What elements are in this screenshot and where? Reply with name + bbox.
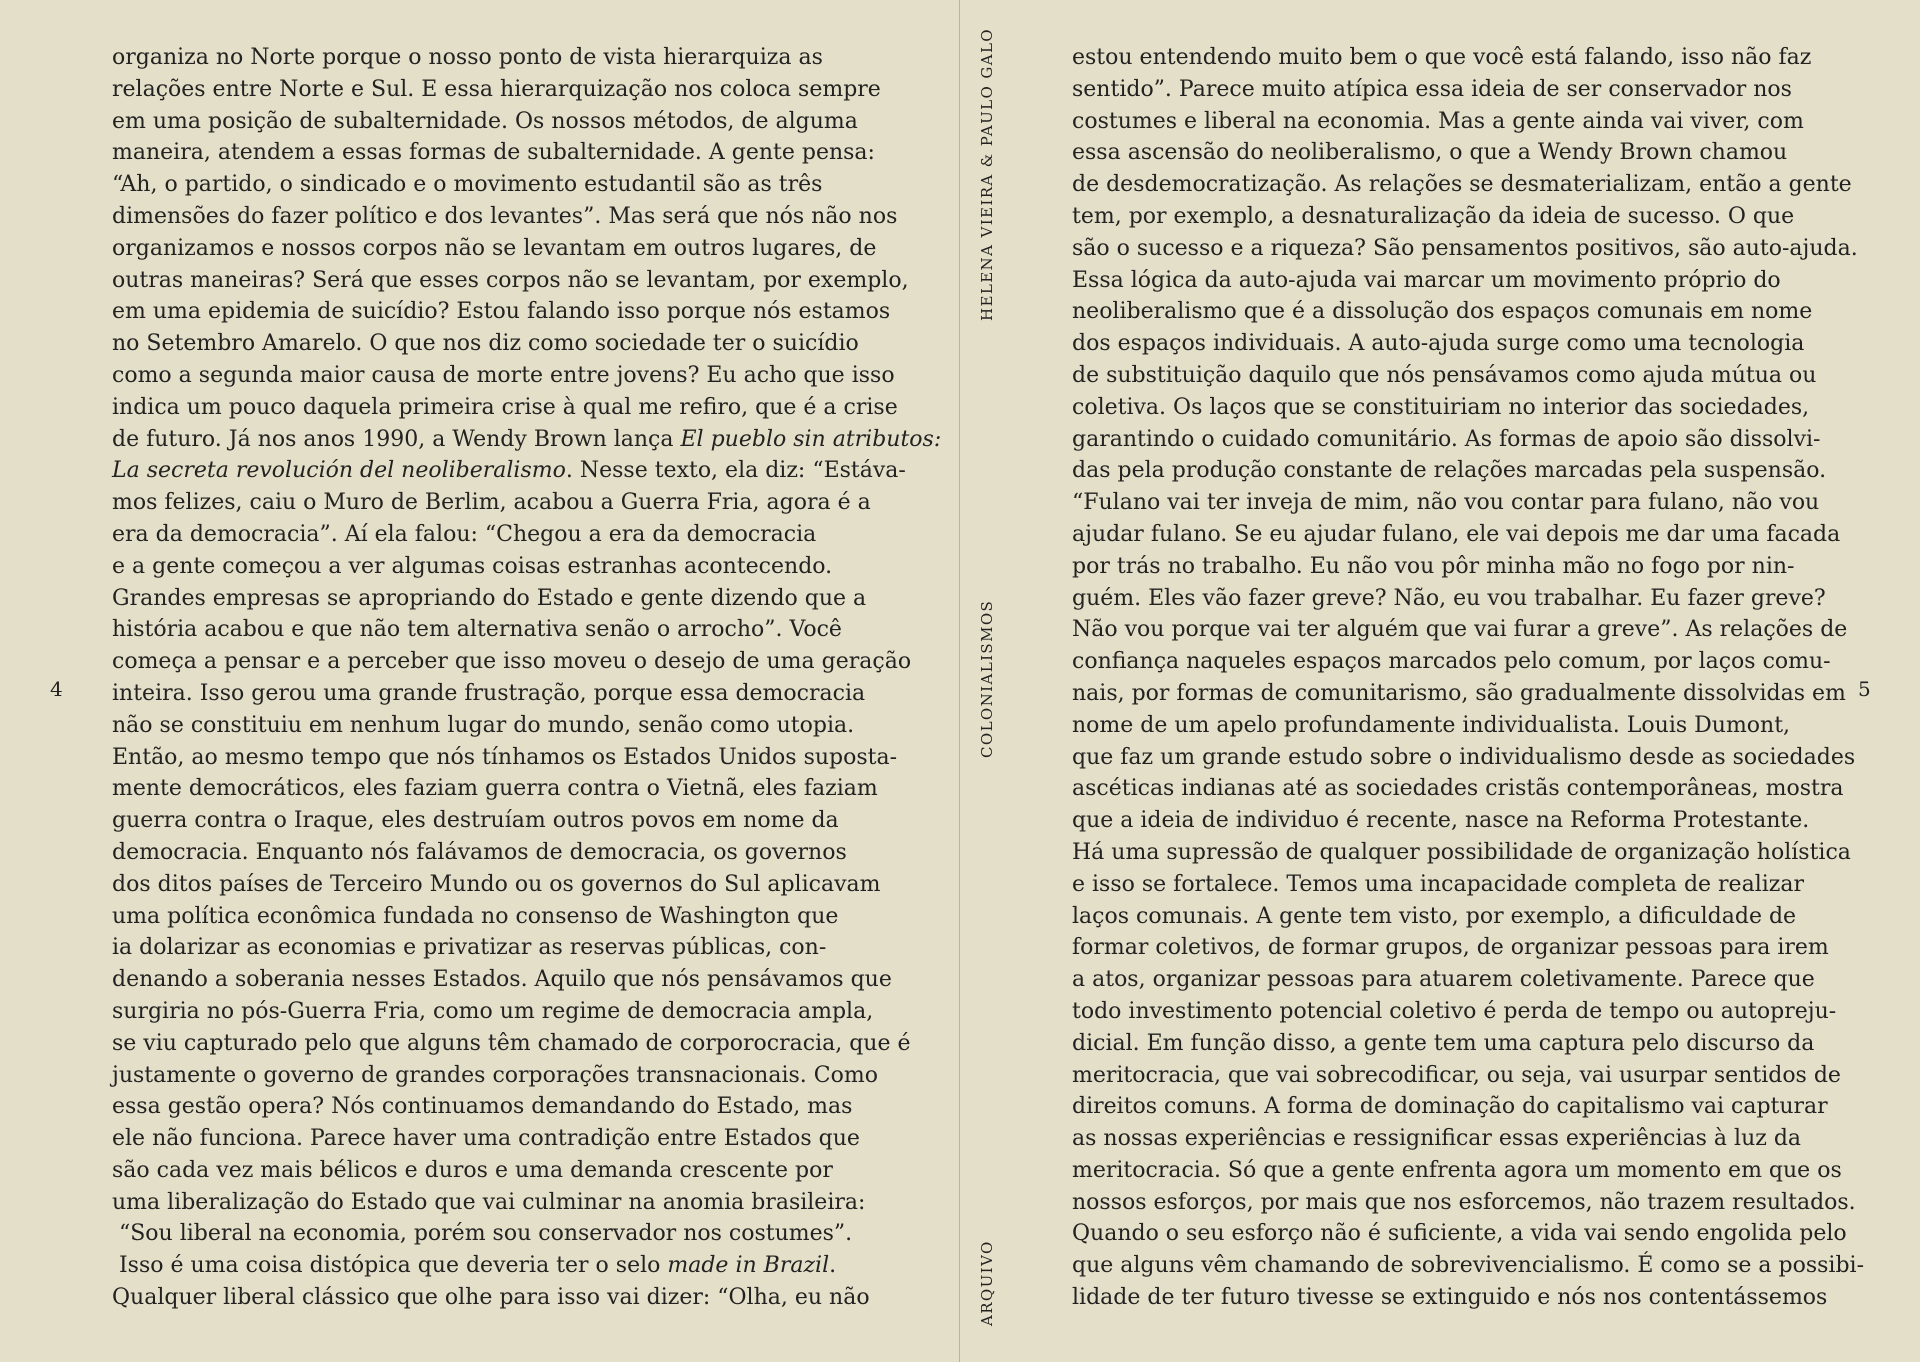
text-line [1072,614,1848,646]
text-segment: inteira. Isso gerou uma grande frustração, porque essa democracia [112,680,866,706]
text-line [112,360,895,392]
running-head-archive: ARQUIVO [978,1240,996,1326]
text-segment: em uma epidemia de suicídio? Estou falando isso porque nós estamos [112,299,891,325]
text-segment: e a gente começou a ver algumas coisas estranhas acontecendo. [112,553,833,579]
text-segment: “Sou liberal na economia, porém sou conservador nos costumes”. [112,1221,853,1247]
text-line [112,392,898,424]
gutter-divider [959,0,960,1362]
text-line [1072,1123,1842,1155]
text-segment: todo investimento potencial coletivo é perda de tempo ou autopreju- [1072,998,1837,1024]
text-segment: . [829,1253,837,1279]
page-number-left: 4 [50,677,63,701]
text-line [112,583,872,615]
text-segment: guém. Eles vão fazer greve? Não, eu vou trabalhar. Eu fazer greve? [1072,585,1826,611]
text-segment: Quando o seu esforço não é suficiente, a vida vai sendo engolida pelo [1072,1221,1847,1247]
text-segment: outras maneiras? Será que esses corpos não se levantam, por exemplo, [112,267,909,293]
text-line [112,805,872,837]
text-segment: nossos esforços, por mais que nos esforcemos, não trazem resultados. [1072,1189,1856,1215]
text-line [1072,296,1842,328]
text-segment: e isso se fortalece. Temos uma incapacidade completa de realizar [1072,871,1804,897]
text-segment: essa gestão opera? Nós continuamos demandando do Estado, mas [112,1094,853,1120]
text-segment: relações entre Norte e Sul. E essa hierarquização nos coloca sempre [112,76,881,102]
text-line [1072,901,1842,933]
text-line [112,1091,872,1123]
text-line [112,424,942,456]
text-line [1072,551,1842,583]
text-segment: garantindo o cuidado comunitário. As formas de apoio são dissolvi- [1072,426,1821,452]
text-segment: “Ah, o partido, o sindicado e o movimento estudantil são as três [112,172,823,198]
text-line [112,296,891,328]
text-line [1072,805,1842,837]
text-segment: são cada vez mais bélicos e duros e uma demanda crescente por [112,1157,833,1183]
text-segment: Isso é uma coisa distópica que deveria ter o selo [112,1253,668,1279]
text-line [112,932,872,964]
text-segment: tem, por exemplo, a desnaturalização da ideia de sucesso. O que [1072,203,1795,229]
running-head-authors: HELENA VIEIRA & PAULO GALO [978,28,996,322]
text-line [1072,1060,1842,1092]
text-segment: direitos comuns. A forma de dominação do capitalismo vai capturar [1072,1094,1828,1120]
text-line [1072,1155,1842,1187]
text-line [112,646,912,678]
text-segment: confiança naqueles espaços marcados pelo comum, por laços comu- [1072,649,1831,675]
text-segment: essa ascensão do neoliberalismo, o que a Wendy Brown chamou [1072,140,1788,166]
text-line [1072,646,1842,678]
text-line [1072,42,1842,74]
text-line [112,265,909,297]
text-segment: “Fulano vai ter inveja de mim, não vou contar para fulano, não vou [1072,490,1820,516]
text-line [112,1123,872,1155]
text-line [1072,328,1842,360]
text-line [1072,1187,1856,1219]
text-segment: indica um pouco daquela primeira crise à qual me refiro, que é a crise [112,394,898,420]
text-segment: no Setembro Amarelo. O que nos diz como sociedade ter o suicídio [112,331,859,357]
text-line [1072,265,1842,297]
text-line [1072,424,1842,456]
text-segment: era da democracia”. Aí ela falou: “Chegou a era da democracia [112,521,817,547]
text-line [1072,487,1842,519]
text-line [1072,519,1842,551]
text-segment: uma política econômica fundada no consenso de Washington que [112,903,839,929]
text-line [1072,455,1842,487]
text-segment: lidade de ter futuro tivesse se extinguido e nós nos contentássemos [1072,1285,1828,1311]
text-line [112,233,877,265]
text-segment: ele não funciona. Parece haver uma contradição entre Estados que [112,1126,860,1152]
text-segment: nais, por formas de comunitarismo, são gradualmente dissolvidas em [1072,680,1846,706]
text-segment: começa a pensar e a perceber que isso moveu o desejo de uma geração [112,649,912,675]
text-line [112,201,898,233]
text-segment: coletiva. Os laços que se constituiriam no interior das sociedades, [1072,394,1810,420]
italic-title: made in Brazil [667,1253,830,1279]
text-line [1072,360,1842,392]
text-line [112,614,872,646]
text-segment: de substituição daquilo que nós pensávamos como ajuda mútua ou [1072,362,1817,388]
text-line [112,1282,872,1314]
text-segment: dos espaços individuais. A auto-ajuda surge como uma tecnologia [1072,331,1805,357]
text-line [112,901,872,933]
text-line [1072,201,1842,233]
running-head-section: COLONIALISMOS [978,600,996,759]
right-page-text [1072,42,1864,1314]
text-segment: neoliberalismo que é a dissolução dos espaços comunais em nome [1072,299,1813,325]
text-segment: de futuro. Já nos anos 1990, a Wendy Brown lança [112,426,681,452]
text-segment: meritocracia. Só que a gente enfrenta agora um momento em que os [1072,1157,1842,1183]
text-segment: dimensões do fazer político e dos levantes”. Mas será que nós não nos [112,203,898,229]
text-segment: ascéticas indianas até as sociedades cristãs contemporâneas, mostra [1072,776,1844,802]
text-line [1072,964,1842,996]
text-segment: por trás no trabalho. Eu não vou pôr minha mão no fogo por nin- [1072,553,1795,579]
text-line [1072,678,1846,710]
text-line [112,169,872,201]
text-segment: organizamos e nossos corpos não se levantam em outros lugares, de [112,235,877,261]
text-segment: meritocracia, que vai sobrecodificar, ou seja, vai usurpar sentidos de [1072,1062,1841,1088]
text-segment: guerra contra o Iraque, eles destruíam outros povos em nome da [112,808,839,834]
text-segment: as nossas experiências e ressignificar essas experiências à luz da [1072,1126,1802,1152]
left-page-text [112,42,942,1314]
text-segment: que faz um grande estudo sobre o individualismo desde as sociedades [1072,744,1856,770]
text-segment: formar coletivos, de formar grupos, de organizar pessoas para irem [1072,935,1829,961]
text-segment: justamente o governo de grandes corporações transnacionais. Como [112,1062,878,1088]
italic-title: La secreta revolución del neoliberalismo [112,458,566,484]
text-line [1072,106,1842,138]
text-line [1072,996,1842,1028]
text-line [1072,74,1842,106]
text-line [112,1060,878,1092]
text-line [112,837,872,869]
text-line [112,1155,872,1187]
text-segment: a atos, organizar pessoas para atuarem coletivamente. Parece que [1072,967,1815,993]
text-segment: como a segunda maior causa de morte entre jovens? Eu acho que isso [112,362,895,388]
text-line [1072,137,1842,169]
text-segment: dos ditos países de Terceiro Mundo ou os governos do Sul aplicavam [112,871,881,897]
text-line [112,964,892,996]
text-line [112,869,881,901]
text-line [112,1028,911,1060]
text-line [112,74,881,106]
text-line [112,328,872,360]
text-segment: nome de um apelo profundamente individualista. Louis Dumont, [1072,712,1791,738]
text-line [1072,710,1842,742]
text-line [112,519,872,551]
page-number-right: 5 [1858,677,1871,701]
text-segment: uma liberalização do Estado que vai culminar na anomia brasileira: [112,1189,866,1215]
text-segment: em uma posição de subalternidade. Os nossos métodos, de alguma [112,108,858,134]
text-line [1072,1250,1864,1282]
text-line [112,455,906,487]
text-line [1072,773,1842,805]
text-line [1072,837,1851,869]
text-segment: Grandes empresas se apropriando do Estado e gente dizendo que a [112,585,867,611]
text-segment: dicial. Em função disso, a gente tem uma captura pelo discurso da [1072,1030,1815,1056]
text-segment: estou entendendo muito bem o que você está falando, isso não faz [1072,45,1812,70]
text-line [112,551,872,583]
text-line [112,42,872,74]
text-segment: denando a soberania nesses Estados. Aquilo que nós pensávamos que [112,967,892,993]
text-line [1072,1218,1847,1250]
text-line [1072,392,1842,424]
text-line [112,1187,872,1219]
text-line [112,1250,872,1282]
text-segment: que alguns vêm chamando de sobrevivencialismo. É como se a possibi- [1072,1253,1864,1279]
text-segment: ia dolarizar as economias e privatizar as reservas públicas, con- [112,935,827,961]
text-segment: Qualquer liberal clássico que olhe para isso vai dizer: “Olha, eu não [112,1285,870,1311]
text-segment: sentido”. Parece muito atípica essa ideia de ser conservador nos [1072,76,1792,102]
text-line [1072,1091,1842,1123]
text-line [1072,1282,1842,1314]
text-segment: Então, ao mesmo tempo que nós tínhamos os Estados Unidos suposta- [112,744,898,770]
text-line [1072,583,1842,615]
text-line [1072,869,1842,901]
text-segment: de desdemocratização. As relações se desmaterializam, então a gente [1072,172,1852,198]
text-segment: Não vou porque vai ter alguém que vai furar a greve”. As relações de [1072,617,1848,643]
text-line [112,487,872,519]
text-line [112,710,872,742]
text-segment: Há uma supressão de qualquer possibilidade de organização holística [1072,839,1851,865]
text-line [112,996,872,1028]
text-line [112,137,875,169]
text-segment: laços comunais. A gente tem visto, por exemplo, a dificuldade de [1072,903,1797,929]
text-line [112,742,898,774]
text-line [1072,932,1842,964]
text-segment: maneira, atendem a essas formas de subalternidade. A gente pensa: [112,140,875,166]
text-segment: mos felizes, caiu o Muro de Berlim, acabou a Guerra Fria, agora é a [112,490,871,516]
text-line [1072,233,1858,265]
text-segment: surgiria no pós-Guerra Fria, como um regime de democracia ampla, [112,998,874,1024]
text-segment: das pela produção constante de relações marcadas pela suspensão. [1072,458,1827,484]
text-line [112,1218,872,1250]
text-line [1072,742,1856,774]
text-line [1072,1028,1842,1060]
text-line [112,678,872,710]
text-segment: história acabou e que não tem alternativa senão o arrocho”. Você [112,617,842,643]
text-segment: mente democráticos, eles faziam guerra contra o Vietnã, eles faziam [112,776,878,802]
text-line [112,773,878,805]
text-segment: costumes e liberal na economia. Mas a gente ainda vai viver, com [1072,108,1804,134]
text-segment: que a ideia de individuo é recente, nasce na Reforma Protestante. [1072,808,1810,834]
text-segment: ajudar fulano. Se eu ajudar fulano, ele vai depois me dar uma facada [1072,521,1841,547]
text-segment: são o sucesso e a riqueza? São pensamentos positivos, são auto-ajuda. [1072,235,1858,261]
text-line [112,106,872,138]
text-segment: organiza no Norte porque o nosso ponto de vista hierarquiza as [112,45,823,70]
text-segment: não se constituiu em nenhum lugar do mundo, senão como utopia. [112,712,855,738]
text-segment: se viu capturado pelo que alguns têm chamado de corporocracia, que é [112,1030,911,1056]
text-segment: Essa lógica da auto-ajuda vai marcar um movimento próprio do [1072,267,1781,293]
text-segment: democracia. Enquanto nós falávamos de democracia, os governos [112,839,847,865]
italic-title: El pueblo sin atributos: [680,426,942,452]
text-segment: . Nesse texto, ela diz: “Estáva- [565,458,906,484]
text-line [1072,169,1852,201]
